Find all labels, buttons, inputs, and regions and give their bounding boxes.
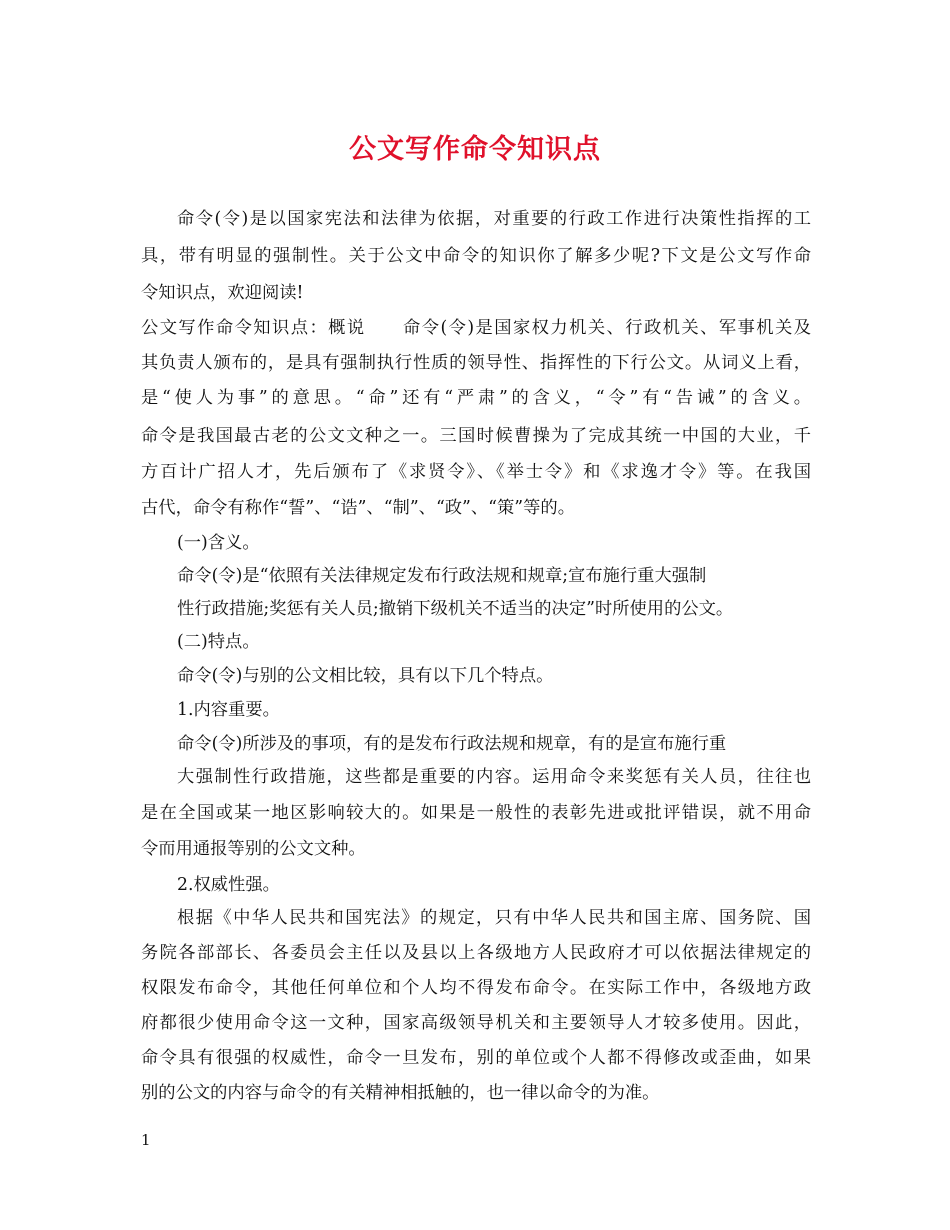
body-line: 其负责人颁布的，是具有强制执行性质的领导性、指挥性的下行公文。从词义上看， xyxy=(141,353,811,373)
body-line: 命令(令)是“依照有关法律规定发布行政法规和规章;宣布施行重大强制 xyxy=(177,566,707,586)
page-number: 1 xyxy=(141,1131,151,1149)
body-line: 令知识点，欢迎阅读! xyxy=(141,283,304,303)
section-heading: (二)特点。 xyxy=(177,632,260,652)
body-line: 是“使人为事”的意思。“命”还有“严肃”的含义，“令”有“告诫”的含义。 xyxy=(141,388,811,408)
body-line: 命令(令)与别的公文相比较，具有以下几个特点。 xyxy=(177,666,554,686)
subsection-heading: 2.权威性强。 xyxy=(177,875,280,895)
body-line: 公文写作命令知识点：概说 命令(令)是国家权力机关、行政机关、军事机关及 xyxy=(141,318,811,338)
body-line: 大强制性行政措施，这些都是重要的内容。运用命令来奖惩有关人员，往往也 xyxy=(177,767,811,787)
body-line: 是在全国或某一地区影响较大的。如果是一般性的表彰先进或批评错误，就不用命 xyxy=(141,803,811,823)
body-line: 命令是我国最古老的公文文种之一。三国时候曹操为了完成其统一中国的大业，千 xyxy=(141,426,811,446)
body-line: 古代，命令有称作“誓”、“诰”、“制”、“政”、“策”等的。 xyxy=(141,498,575,518)
body-line: 具，带有明显的强制性。关于公文中命令的知识你了解多少呢?下文是公文写作命 xyxy=(141,246,811,266)
body-line: 权限发布命令，其他任何单位和个人均不得发布命令。在实际工作中，各级地方政 xyxy=(141,978,811,998)
body-line: 务院各部部长、各委员会主任以及县以上各级地方人民政府才可以依据法律规定的 xyxy=(141,943,811,963)
body-line: 府都很少使用命令这一文种，国家高级领导机关和主要领导人才较多使用。因此， xyxy=(141,1013,811,1033)
body-line: 令而用通报等别的公文文种。 xyxy=(141,839,366,859)
body-line: 根据《中华人民共和国宪法》的规定，只有中华人民共和国主席、国务院、国 xyxy=(177,908,811,928)
document-title: 公文写作命令知识点 xyxy=(349,134,601,165)
section-heading: (一)含义。 xyxy=(177,533,260,553)
body-line: 别的公文的内容与命令的有关精神相抵触的，也一律以命令的为准。 xyxy=(141,1083,660,1103)
body-line: 方百计广招人才，先后颁布了《求贤令》、《举士令》和《求逸才令》等。在我国 xyxy=(141,462,811,482)
body-line: 命令(令)是以国家宪法和法律为依据，对重要的行政工作进行决策性指挥的工 xyxy=(177,209,811,229)
subsection-heading: 1.内容重要。 xyxy=(177,700,280,720)
body-line: 命令具有很强的权威性，命令一旦发布，别的单位或个人都不得修改或歪曲，如果 xyxy=(141,1048,811,1068)
body-line: 性行政措施;奖惩有关人员;撤销下级机关不适当的决定”时所使用的公文。 xyxy=(177,599,734,619)
body-line: 命令(令)所涉及的事项，有的是发布行政法规和规章，有的是宣布施行重 xyxy=(177,734,727,754)
